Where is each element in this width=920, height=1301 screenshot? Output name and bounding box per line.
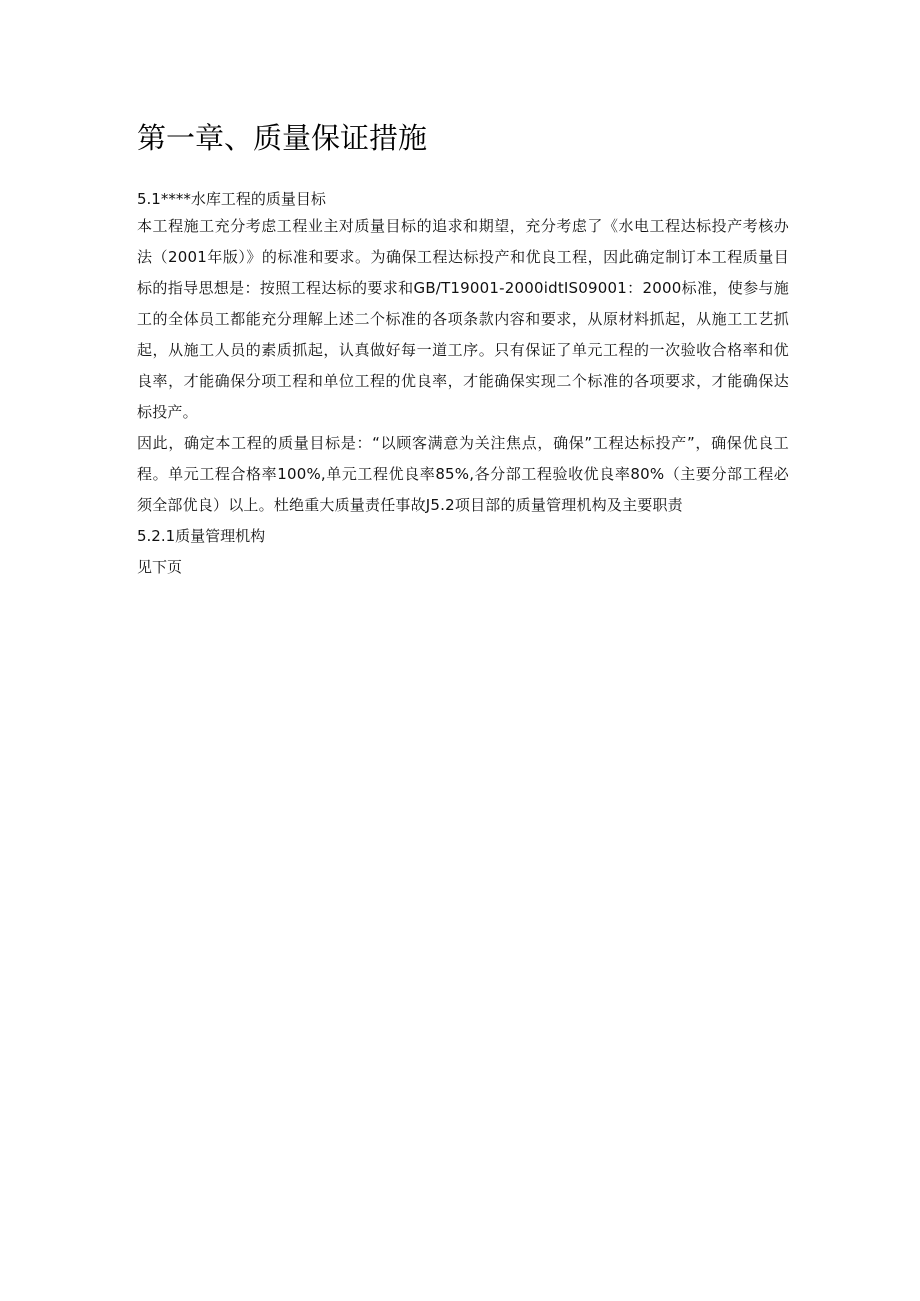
- document-body: [137, 116, 789, 583]
- section-heading-5-1: 5.1****水库工程的质量目标: [137, 190, 326, 208]
- chapter-title: 第一章、质量保证措施: [137, 121, 428, 155]
- see-next-page-note: 见下页: [137, 558, 183, 576]
- paragraph-quality-guidelines: 本工程施工充分考虑工程业主对质量目标的追求和期望，充分考虑了《水电工程达标投产考核办法（2001年版）》的标准和要求。为确保工程达标投产和优良工程，因此确定制订本工程质量目标的指导思想是：按照工程达标的要求和GB/T19001-2000idtIS09001：2000标准，使参与施工的全体员工都能充分理解上述二个标准的各项条款内容和要求，从原材料抓起，从施工工艺抓起，从施工人员的素质抓起，认真做好每一道工序。只有保证了单元工程的一次验收合格率和优良率，才能确保分项工程和单位工程的优良率，才能确保实现二个标准的各项要求，才能确保达标投产。: [137, 217, 789, 421]
- paragraph-quality-targets: 因此，确定本工程的质量目标是：“以顾客满意为关注焦点，确保”工程达标投产”，确保优良工程。单元工程合格率100%,单元工程优良率85%,各分部工程验收优良率80%（主要分部工程必须全部优良）以上。杜绝重大质量责任事故J5.2项目部的质量管理机构及主要职责: [137, 434, 789, 514]
- section-heading-5-2-1: 5.2.1质量管理机构: [137, 527, 266, 545]
